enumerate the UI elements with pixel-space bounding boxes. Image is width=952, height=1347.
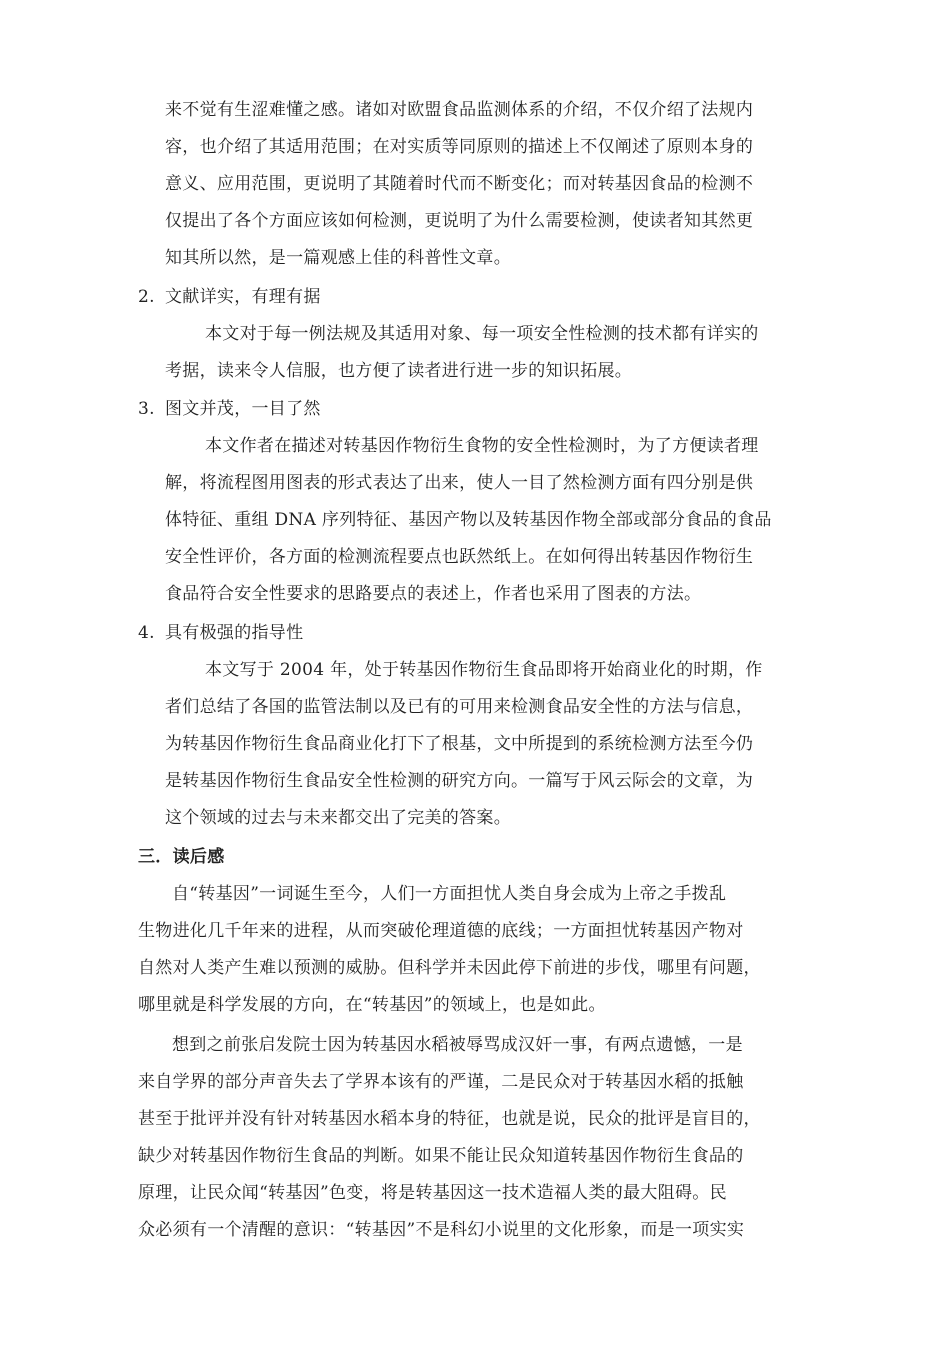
paragraph-line: 来自学界的部分声音失去了学界本该有的严谨，二是民众对于转基因水稻的抵触 bbox=[138, 1072, 744, 1092]
item-line: 体特征、重组 DNA 序列特征、基因产物以及转基因作物全部或部分食品的食品 bbox=[165, 510, 772, 530]
item-line: 是转基因作物衍生食品安全性检测的研究方向。一篇写于风云际会的文章，为 bbox=[165, 771, 754, 791]
intro-line: 来不觉有生涩难懂之感。诸如对欧盟食品监测体系的介绍，不仅介绍了法规内 bbox=[165, 100, 754, 120]
intro-line: 知其所以然，是一篇观感上佳的科普性文章。 bbox=[165, 248, 511, 268]
item-title: 文献详实，有理有据 bbox=[165, 287, 321, 307]
item-line: 解，将流程图用图表的形式表达了出来，使人一目了然检测方面有四分别是供 bbox=[165, 473, 754, 493]
paragraph-line: 自然对人类产生难以预测的威胁。但科学并未因此停下前进的步伐，哪里有问题， bbox=[138, 958, 761, 978]
paragraph-line: 甚至于批评并没有针对转基因水稻本身的特征，也就是说，民众的批评是盲目的， bbox=[138, 1109, 761, 1129]
item-number: 2. bbox=[138, 287, 155, 307]
item-line: 者们总结了各国的监管法制以及已有的可用来检测食品安全性的方法与信息， bbox=[165, 697, 754, 717]
paragraph-line: 生物进化几千年来的进程，从而突破伦理道德的底线；一方面担忧转基因产物对 bbox=[138, 921, 744, 941]
item-line: 本文作者在描述对转基因作物衍生食物的安全性检测时，为了方便读者理 bbox=[205, 436, 759, 456]
paragraph-line: 原理，让民众闻“转基因”色变，将是转基因这一技术造福人类的最大阻碍。民 bbox=[138, 1183, 727, 1203]
intro-line: 容，也介绍了其适用范围；在对实质等同原则的描述上不仅阐述了原则本身的 bbox=[165, 137, 754, 157]
paragraph-line: 缺少对转基因作物衍生食品的判断。如果不能让民众知道转基因作物衍生食品的 bbox=[138, 1146, 744, 1166]
item-title: 具有极强的指导性 bbox=[165, 623, 304, 643]
item-line: 本文对于每一例法规及其适用对象、每一项安全性检测的技术都有详实的 bbox=[205, 324, 759, 344]
paragraph-line: 想到之前张启发院士因为转基因水稻被辱骂成汉奸一事，有两点遗憾，一是 bbox=[172, 1035, 743, 1055]
section-heading: 三．读后感 bbox=[138, 847, 225, 867]
intro-line: 意义、应用范围，更说明了其随着时代而不断变化；而对转基因食品的检测不 bbox=[165, 174, 754, 194]
intro-line: 仅提出了各个方面应该如何检测，更说明了为什么需要检测，使读者知其然更 bbox=[165, 211, 754, 231]
item-line: 食品符合安全性要求的思路要点的表述上，作者也采用了图表的方法。 bbox=[165, 584, 702, 604]
item-line: 这个领域的过去与未来都交出了完美的答案。 bbox=[165, 808, 511, 828]
item-line: 为转基因作物衍生食品商业化打下了根基，文中所提到的系统检测方法至今仍 bbox=[165, 734, 754, 754]
item-number: 3. bbox=[138, 399, 155, 419]
item-line: 安全性评价，各方面的检测流程要点也跃然纸上。在如何得出转基因作物衍生 bbox=[165, 547, 754, 567]
item-title: 图文并茂，一目了然 bbox=[165, 399, 321, 419]
item-line: 考据，读来令人信服，也方便了读者进行进一步的知识拓展。 bbox=[165, 361, 633, 381]
paragraph-line: 众必须有一个清醒的意识：“转基因”不是科幻小说里的文化形象，而是一项实实 bbox=[138, 1220, 745, 1240]
paragraph-line: 哪里就是科学发展的方向，在“转基因”的领域上，也是如此。 bbox=[138, 995, 606, 1015]
item-line: 本文写于 2004 年，处于转基因作物衍生食品即将开始商业化的时期，作 bbox=[205, 660, 763, 680]
item-number: 4. bbox=[138, 623, 155, 643]
paragraph-line: 自“转基因”一词诞生至今，人们一方面担忧人类自身会成为上帝之手拨乱 bbox=[172, 884, 727, 904]
